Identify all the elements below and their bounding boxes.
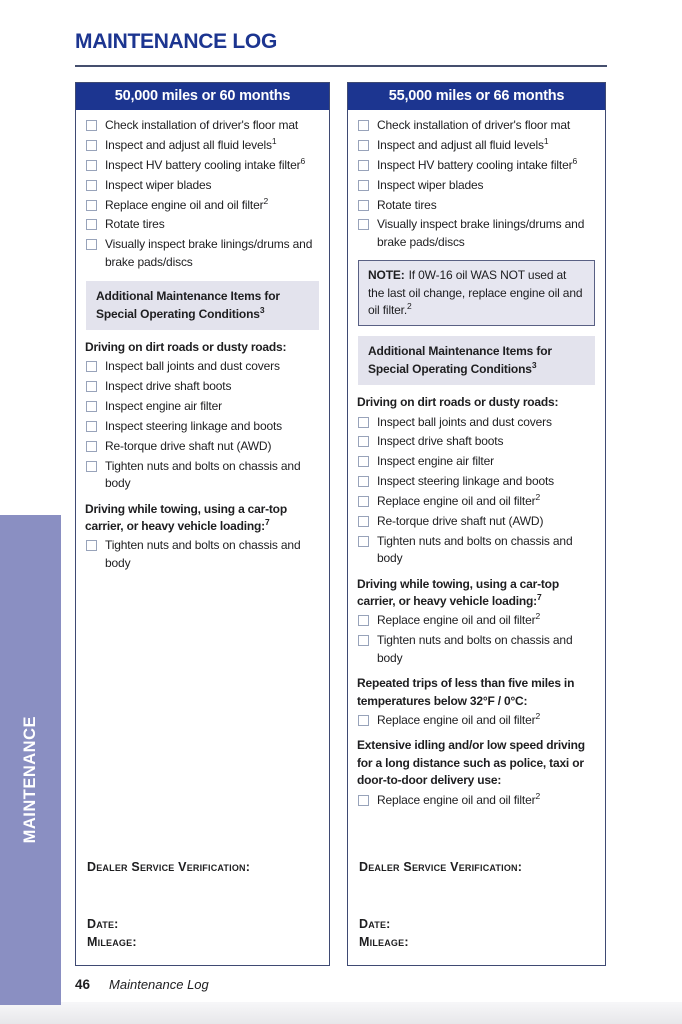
- main-content: [75, 0, 607, 992]
- checklist-item-text: Inspect and adjust all fluid levels: [377, 137, 544, 152]
- checklist-item-label: [105, 438, 271, 455]
- page-title: MAINTENANCE LOG: [75, 30, 277, 53]
- footnote-ref: 7: [536, 592, 542, 603]
- checklist-item-text: Inspect HV battery cooling intake filter: [377, 157, 573, 172]
- special-conditions-text: Additional Maintenance Items for Special Operating Conditions: [96, 289, 280, 321]
- checklist-item: [86, 216, 321, 233]
- column-header-50000: 50,000 miles or 60 months: [76, 83, 329, 110]
- checklist-item-label: [377, 473, 554, 490]
- checklist-item: [358, 533, 597, 568]
- condition-subheading: [357, 737, 597, 789]
- checkbox[interactable]: [86, 160, 97, 171]
- checklist-item-label: [377, 712, 540, 729]
- checklist-item-text: Inspect engine air filter: [105, 399, 222, 414]
- checklist-item: [358, 632, 597, 667]
- checkbox[interactable]: [86, 401, 97, 412]
- checklist-item-label: [377, 414, 552, 431]
- checkbox[interactable]: [86, 219, 97, 230]
- footnote-ref: 6: [300, 155, 306, 166]
- checklist-item-label: [377, 216, 597, 251]
- checklist-item-text: Inspect and adjust all fluid levels: [105, 137, 272, 152]
- checklist-item-text: Visually inspect brake linings/drums and brake pads/discs: [105, 237, 313, 269]
- checklist-item: [358, 493, 597, 510]
- date-label: Date:: [359, 916, 391, 931]
- special-conditions-text: Additional Maintenance Items for Special Operating Conditions: [368, 344, 552, 376]
- checklist-item-label: [105, 418, 282, 435]
- checklist-item-text: Re-torque drive shaft nut (AWD): [377, 514, 544, 529]
- checklist-item-label: [377, 197, 437, 214]
- mileage-label: Mileage:: [87, 935, 137, 950]
- checklist-item-label: [377, 493, 540, 510]
- condition-subheading-text: Driving on dirt roads or dusty roads:: [85, 339, 287, 354]
- checkbox[interactable]: [358, 200, 369, 211]
- checkbox[interactable]: [86, 120, 97, 131]
- condition-subheading-text: Driving while towing, using a car-top carrier, or heavy vehicle loading:: [357, 576, 559, 609]
- checklist-item: [86, 157, 321, 174]
- checklist-item-label: [105, 358, 280, 375]
- footnote-ref: 3: [531, 359, 537, 370]
- checkbox[interactable]: [86, 140, 97, 151]
- checklist-item: [86, 358, 321, 375]
- checkbox[interactable]: [86, 200, 97, 211]
- checkbox[interactable]: [358, 615, 369, 626]
- checklist-item: [358, 453, 597, 470]
- checkbox[interactable]: [86, 239, 97, 250]
- checklist-item-text: Tighten nuts and bolts on chassis and body: [377, 533, 573, 566]
- checkbox[interactable]: [358, 417, 369, 428]
- checklist-item-label: [377, 612, 540, 629]
- checkbox[interactable]: [358, 180, 369, 191]
- checklist-item: [358, 513, 597, 530]
- checkbox[interactable]: [358, 635, 369, 646]
- checklist-item: [358, 197, 597, 214]
- checklist-item-label: [377, 177, 483, 194]
- checklist-item-text: Rotate tires: [377, 197, 437, 212]
- maintenance-columns: [75, 82, 607, 966]
- title-divider: [75, 65, 607, 67]
- checkbox[interactable]: [358, 219, 369, 230]
- checklist-item: [358, 117, 597, 134]
- checkbox[interactable]: [358, 715, 369, 726]
- condition-subheading-text: Extensive idling and/or low speed driving for a long distance such as police, taxi or door-to-door delivery use:: [357, 738, 585, 788]
- condition-subheading-text: Driving while towing, using a car-top carrier, or heavy vehicle loading:: [85, 501, 287, 533]
- checklist-item: [358, 157, 597, 174]
- dealer-service-verification-label: Dealer Service Verification:: [359, 859, 523, 874]
- column-body: [348, 110, 605, 809]
- checklist-item-label: [105, 137, 276, 154]
- sidebar-label: MAINTENANCE: [21, 716, 39, 844]
- checkbox[interactable]: [358, 496, 369, 507]
- checklist-item: [86, 137, 321, 154]
- checklist-item: [86, 398, 321, 415]
- footnote-ref: 2: [535, 790, 541, 801]
- checkbox[interactable]: [86, 441, 97, 452]
- checklist-item-text: Tighten nuts and bolts on chassis and body: [105, 458, 301, 491]
- checklist-item-label: [377, 433, 503, 450]
- footer-section-label: Maintenance Log: [109, 977, 209, 992]
- checklist-item-text: Inspect ball joints and dust covers: [377, 414, 552, 429]
- checklist-item-label: [377, 513, 543, 530]
- checklist-item-text: Re-torque drive shaft nut (AWD): [105, 438, 272, 453]
- checklist-item-label: [105, 537, 321, 572]
- note-box: [358, 260, 595, 326]
- checkbox[interactable]: [86, 540, 97, 551]
- checklist-item-label: [377, 792, 540, 809]
- checklist-item-text: Tighten nuts and bolts on chassis and body: [377, 633, 573, 665]
- page-footer: [75, 977, 607, 992]
- condition-subheading: [85, 339, 321, 356]
- checklist-item: [358, 177, 597, 194]
- checklist-item: [86, 458, 321, 493]
- footnote-ref: 1: [271, 135, 277, 146]
- checklist-item-text: Inspect steering linkage and boots: [377, 474, 555, 489]
- special-conditions-heading: [358, 336, 595, 385]
- maintenance-column-50000: [75, 82, 330, 966]
- footnote-ref: 2: [535, 710, 541, 721]
- checklist-item-label: [377, 117, 570, 134]
- checkbox[interactable]: [86, 180, 97, 191]
- condition-subheading-text: Repeated trips of less than five miles in temperatures below 32°F / 0°C:: [357, 676, 575, 708]
- note-text: If 0W-16 oil WAS NOT used at the last oil change, replace engine oil and oil filter.: [368, 268, 583, 318]
- footnote-ref: 6: [572, 155, 578, 166]
- checklist-item-label: [377, 157, 577, 174]
- column-body: [76, 110, 329, 572]
- footnote-ref: 3: [259, 304, 265, 315]
- footnote-ref: 2: [535, 492, 541, 503]
- checkbox[interactable]: [358, 140, 369, 151]
- checkbox[interactable]: [358, 795, 369, 806]
- checklist-item-label: [105, 177, 211, 194]
- checkbox[interactable]: [86, 361, 97, 372]
- checklist-item-text: Replace engine oil and oil filter: [377, 494, 536, 509]
- checklist-item-label: [105, 216, 165, 233]
- checklist-item-label: [377, 453, 494, 470]
- checklist-item: [86, 197, 321, 214]
- checklist-item: [358, 712, 597, 729]
- footnote-ref: 7: [264, 516, 270, 527]
- checklist-item-text: Inspect steering linkage and boots: [105, 418, 283, 433]
- page-edge-strip: [0, 1002, 682, 1024]
- checklist-item-text: Replace engine oil and oil filter: [377, 712, 536, 727]
- checklist-item: [86, 418, 321, 435]
- sidebar-maintenance-tab: [0, 515, 61, 1005]
- checklist-item-text: Rotate tires: [105, 217, 165, 232]
- mileage-label: Mileage:: [359, 935, 409, 950]
- dealer-verification-block: [359, 858, 597, 952]
- checkbox[interactable]: [358, 536, 369, 547]
- checklist-item: [86, 438, 321, 455]
- checklist-item-text: Inspect ball joints and dust covers: [105, 359, 280, 374]
- footnote-ref: 1: [543, 135, 549, 146]
- checklist-item-label: [377, 632, 597, 667]
- checklist-item-text: Inspect HV battery cooling intake filter: [105, 157, 301, 172]
- page-number: 46: [75, 977, 91, 992]
- checklist-item-text: Check installation of driver's floor mat: [105, 118, 299, 132]
- checkbox[interactable]: [358, 436, 369, 447]
- checklist-item-label: [105, 378, 231, 395]
- condition-subheading-text: Driving on dirt roads or dusty roads:: [357, 395, 559, 410]
- checklist-item: [86, 117, 321, 134]
- footnote-ref: 2: [407, 301, 412, 312]
- checklist-item: [358, 792, 597, 809]
- column-header-55000: 55,000 miles or 66 months: [348, 83, 605, 110]
- checklist-item-text: Tighten nuts and bolts on chassis and body: [105, 538, 301, 570]
- checklist-item: [86, 378, 321, 395]
- checklist-item: [358, 414, 597, 431]
- checklist-item-text: Check installation of driver's floor mat: [377, 118, 571, 132]
- checkbox[interactable]: [358, 456, 369, 467]
- checklist-item-text: Inspect engine air filter: [377, 454, 494, 469]
- checklist-item: [358, 216, 597, 251]
- footnote-ref: 2: [263, 195, 269, 206]
- condition-subheading: [357, 576, 597, 611]
- checklist-item-label: [105, 398, 222, 415]
- checklist-item-label: [105, 458, 321, 493]
- checklist-item: [358, 433, 597, 450]
- note-label: NOTE:: [368, 268, 405, 283]
- checkbox[interactable]: [86, 461, 97, 472]
- checklist-item-text: Inspect wiper blades: [105, 177, 212, 192]
- checklist-item-label: [105, 117, 298, 134]
- maintenance-column-55000: [347, 82, 606, 966]
- checklist-item: [86, 236, 321, 271]
- checklist-item: [358, 473, 597, 490]
- dealer-verification-block: [87, 858, 321, 952]
- condition-subheading: [85, 501, 321, 536]
- checklist-item: [86, 537, 321, 572]
- checklist-item-label: [105, 236, 321, 271]
- checklist-item-text: Replace engine oil and oil filter: [377, 613, 536, 628]
- checkbox[interactable]: [358, 516, 369, 527]
- checklist-item-text: Visually inspect brake linings/drums and brake pads/discs: [377, 217, 585, 249]
- checklist-item: [86, 177, 321, 194]
- checklist-item-label: [377, 137, 548, 154]
- date-label: Date:: [87, 916, 119, 931]
- special-conditions-heading: [86, 281, 319, 330]
- checklist-item: [358, 137, 597, 154]
- checkbox[interactable]: [86, 421, 97, 432]
- checklist-item-text: Inspect drive shaft boots: [105, 379, 232, 394]
- checkbox[interactable]: [358, 120, 369, 131]
- checklist-item: [358, 612, 597, 629]
- condition-subheading: [357, 394, 597, 411]
- checkbox[interactable]: [358, 476, 369, 487]
- footnote-ref: 2: [535, 611, 541, 622]
- checkbox[interactable]: [86, 381, 97, 392]
- checklist-item-text: Inspect wiper blades: [377, 177, 484, 192]
- dealer-service-verification-label: Dealer Service Verification:: [87, 859, 251, 874]
- checklist-item-label: [105, 197, 268, 214]
- checklist-item-text: Inspect drive shaft boots: [377, 434, 504, 449]
- checklist-item-text: Replace engine oil and oil filter: [377, 792, 536, 807]
- checklist-item-label: [105, 157, 305, 174]
- checkbox[interactable]: [358, 160, 369, 171]
- checklist-item-text: Replace engine oil and oil filter: [105, 197, 264, 212]
- condition-subheading: [357, 675, 597, 710]
- checklist-item-label: [377, 533, 597, 568]
